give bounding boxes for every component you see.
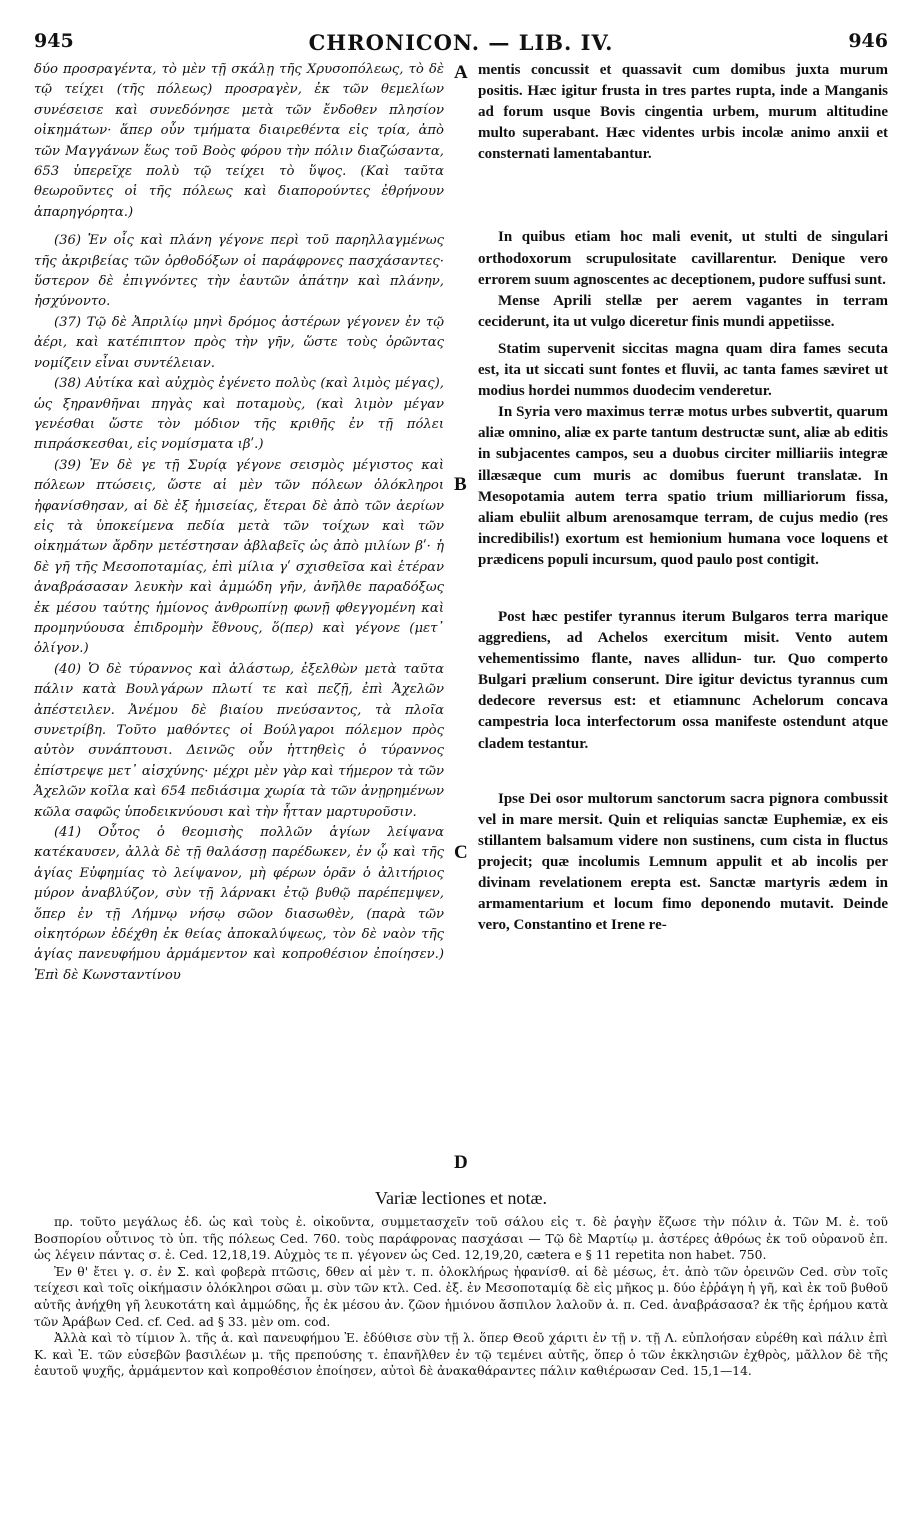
- notes-heading: Variæ lectiones et notæ.: [375, 1188, 547, 1208]
- greek-paragraph: (41) Οὗτος ὁ θεομισὴς πολλῶν ἁγίων λείψανα κατέκαυσεν, ἀλλὰ δὲ τῇ θαλάσσῃ παρέδωκεν, ἐν ᾧ καὶ τῆς ἁγίας Εὐφημίας τὸ λείψανον, μὴ φέρων ὁρᾶν ὁ ἀλιτήριος μύρον ἀναβλύζον, σὺν τῇ λάρνακι ἐτῷ βυθῷ παρέπεμψεν, ὅπερ ἐν τῇ Λήμνῳ νήσῳ σῶον διασωθὲν, (παρὰ τῶν οἰκητόρων ἐδέχθη ἐκ θείας ἀποκαλύψεως, τὸν δὲ ναὸν τῆς ἁγίας πανευφήμου ἀρμάμεντον καὶ κοπροθέσιον ἐποίησεν.) Ἐπὶ δὲ Κωνσταντίνου: [34, 825, 444, 983]
- latin-paragraph: Post hæc pestifer tyrannus iterum Bulgaros terra marique aggrediens, ad Achelos exercitum misit. Vento autem vehementissimo flante, naves allidun- tur. Quo comperto Bulgari prælium conserunt. Dire igitur devictus tyrannus cum dedecore reversus est: et etiamnunc Achelorum concava campestria loca interfectorum ossa manifeste ostendunt atque cladem testantur.: [478, 608, 888, 752]
- latin-paragraph: Ipse Dei osor multorum sanctorum sacra pignora combussit vel in mare mersit. Quin et reliquias sanctæ Euphemiæ, ex eis stillantem balsamum videre non sustinens, cum cista in fluctus projecit; quæ incolumis Lemnum appulit et ab incolis per divinam revelationem erepta est. Sanctæ martyris ædem in armamentarium et locum fimo deponendo mutavit. Deinde vero, Constantino et Irene re-: [478, 790, 888, 934]
- greek-paragraph: (36) Ἐν οἷς καὶ πλάνη γέγονε περὶ τοῦ παρηλλαγμένως τῆς ἀκριβείας τῶν ὀρθοδόξων οἱ παράφρονες πασχάσαντες· ὕστερον δὲ ἐπιγνόντες τὴν ἑαυτῶν ἀπάτην καὶ πλάνην, ἠσχύνοντο.: [34, 233, 444, 310]
- margin-markers: [452, 60, 478, 1180]
- greek-column: [34, 60, 444, 986]
- note-paragraph: Ἀλλὰ καὶ τὸ τίμιον λ. τῆς ἁ. καὶ πανευφήμου Ἐ. ἐδύθισε σὺν τῇ λ. ὅπερ Θεοῦ χάριτι ἐν τῇ ν. τῇ Λ. εὐπλοήσαν εὑρέθη καὶ πάλιν ἐπὶ Κ. καὶ Ἐ. τῶν εὐσεβῶν βασιλέων μ. τῆς πρεπούσης τ. ἐπανῆλθεν ἐν τῷ τεμένει αὐτῆς, ὅπερ ὁ τῶν ἐκκλησιῶν ἐχθρὸς, μᾶλλον δὲ τῆς ἑαυτοῦ ψυχῆς, ἀρμάμεντον καὶ κοπροθέσιον ἐποίησεν, αὐτοὶ δὲ ἀνακαθάραντες πάλιν καθιέρωσαν Ced. 15,1—14.: [34, 1331, 888, 1379]
- note-paragraph: Ἐν θ' ἔτει γ. σ. ἐν Σ. καὶ φοβερὰ πτῶσις, δθεν αἱ μὲν τ. π. ὁλοκλήρως ἠφανίσθ. αἱ δὲ μέσως, ἑτ. ἀπὸ τῶν ὀρεινῶν Ced. σὺν τοῖς τείχεσι καὶ τοῖς οἰκήμασιν ὁλόκληροι σῶαι μ. σὺν τῶν κτλ. Ced. ἐξ. ἐν Μεσοποταμίᾳ δὲ εἰς μῆκος μ. δύο ἐῤῥάγη ἡ γῆ, καὶ ἐκ τοῦ βυθοῦ αὐτῆς ἀνήχθη γῆ λευκοτάτη καὶ ἀμμώδης, ἧς ἐκ μέσου ἀν. ζῶον ἡμιόνου ἄσπιλον λαλοῦν ἀ. π. Ced. ἀναβράσασα? ἐκ τῆς ἐρήμου κατὰ τῶν Ἀράβων Ced. cf. Ced. ad § 33. μὲν om. cod.: [34, 1264, 888, 1329]
- apparatus-notes: [34, 1214, 888, 1380]
- latin-paragraph: Mense Aprili stellæ per aerem vagantes in terram ceciderunt, ita ut vulgo diceretur finis mundi appetiisse.: [478, 292, 888, 330]
- running-title: CHRONICON. — LIB. IV.: [308, 30, 614, 55]
- margin-letter: B: [454, 474, 467, 495]
- margin-letter: C: [454, 842, 468, 863]
- greek-paragraph: (37) Τῷ δὲ Ἀπριλίῳ μηνὶ δρόμος ἀστέρων γέγονεν ἐν τῷ ἀέρι, καὶ κατέπιπτον πρὸς τὴν γῆν, ὥστε τοὺς ὁρῶντας νομίζειν εἶναι συντέλειαν.: [34, 314, 444, 371]
- greek-paragraph: (39) Ἐν δὲ γε τῇ Συρίᾳ γέγονε σεισμὸς μέγιστος καὶ πόλεων πτώσεις, ὥστε αἱ μὲν τῶν πόλεων ὁλόκληροι ἠφανίσθησαν, αἱ δὲ ἐξ ἡμισείας, ἕτεραι δὲ ἀπὸ τῶν ἀερίων εἰς τὰ ὑποκείμενα πεδία μετὰ τῶν τοίχων καὶ τῶν οἰκημάτων ἄρδην μετέστησαν ἀβλαβεῖς ὡς ἀπὸ μιλίων βʹ· ἡ δὲ γῆ τῆς Μεσοποταμίας, ἐπὶ μίλια γʹ σχισθεῖσα καὶ ἑτέραν ἀναβράσασαν λευκὴν καὶ ἀμμώδη γῆν, ἀνῆλθε παραδόξως ἐκ μέσου ταύτης ἡμίονος ἀνθρωπίνῃ φωνῇ φθεγγομένη καὶ προμηνύουσα ἐπιδρομὴν ἔθνους, ὅ(περ) καὶ γέγονε (μετ᾽ ὀλίγον.): [34, 457, 444, 657]
- margin-letter: D: [454, 1152, 468, 1173]
- right-page-number: 946: [848, 30, 888, 52]
- left-page-number: 945: [34, 30, 74, 52]
- margin-letter: A: [454, 62, 468, 83]
- greek-paragraph: (38) Αὐτίκα καὶ αὐχμὸς ἐγένετο πολὺς (καὶ λιμὸς μέγας), ὡς ξηρανθῆναι πηγὰς καὶ ποταμοὺς, (καὶ λιμὸν μέγαν γενέσθαι ὥστε τὸν μόδιον τῆς κριθῆς ἐν τῇ πόλει πιπράσκεσθαι, εἰς νομίσματα ιβʹ.): [34, 376, 444, 453]
- text-columns: [34, 60, 888, 1180]
- latin-paragraph: Statim supervenit siccitas magna quam dira fames secuta est, ita ut siccati sunt fontes et fluvii, ac tanta fames sæviret ut modius hordei nummos duodecim venderetur.: [478, 340, 888, 400]
- latin-column: [478, 60, 888, 936]
- greek-paragraph: (40) Ὁ δὲ τύραννος καὶ ἀλάστωρ, ἐξελθὼν μετὰ ταῦτα πάλιν κατὰ Βουλγάρων πλωτί τε καὶ πεζῇ, ἐπὶ Ἀχελῶν ἀπέστειλεν. Ἀνέμου δὲ βιαίου πνεύσαντος, τὰ πλοῖα συνετρίβη. Τοῦτο μαθόντες οἱ Βούλγαροι πόλεμον πρὸς αὐτὸν συνάπτουσι. Δεινῶς οὖν ἡττηθεὶς ὁ τύραννος ἐπίστρεψε μετ᾽ αἰσχύνης· μέχρι μὲν γὰρ καὶ τήμερον τὰ τῶν Ἀχελῶν κοῖλα καὶ 654 πεδιάσιμα χωρία τὰ τῶν ἀνῃρημένων κῶλα σαφῶς ὑποδεικνύουσι καὶ τὴν ἧτταν μαρτυροῦσιν.: [34, 661, 444, 820]
- page-header: [34, 30, 888, 60]
- latin-paragraph: mentis concussit et quassavit cum domibus juxta murum positis. Hæc igitur frusta in tres partes rupta, inde a Manganis ad forum usque Bovis cingentia urbem, murum altitudine multo superabant. Hæc videntes urbis incolæ animo anxii et consternati lamentabantur.: [478, 62, 888, 163]
- latin-paragraph: In Syria vero maximus terræ motus urbes subvertit, quarum aliæ omnino, aliæ ex parte tantum destructæ sunt, aliæ ab editis in subjacentes campos, seu a duobus circiter milliariis integræ illæsæque cum muris ac domibus fuerunt translatæ. In Mesopotamia autem terra spatio trium milliariorum fissa, aliam ebuliit album arenosamque terram, de cujus medio (res incredibilis!) exortum est hemionium humana voce loquens et prædicens populi incursum, quod paulo post contigit.: [478, 404, 888, 568]
- latin-paragraph: In quibus etiam hoc mali evenit, ut stulti de singulari orthodoxorum scrupulositate cavillarentur. Denique vero errorem suum agnoscentes ac deceptionem, pudore suffusi sunt.: [478, 229, 888, 288]
- note-paragraph: πρ. τοῦτο μεγάλως ἐδ. ὡς καὶ τοὺς ἐ. οἰκοῦντα, συμμετασχεῖν τοῦ σάλου εἰς τ. δὲ ῥαγὴν ἔζωσε τὴν πόλιν ἀ. Τῶν Μ. ἐ. τοῦ Βοσπορίου οὗτινος τὸ ὑπ. τῆς πόλεως Ced. 760. τοὺς παράφρονας πασχάσαι — Τῷ δὲ Μαρτίῳ μ. ἀστέρες ἀθρόως ἐκ τοῦ οὐρανοῦ ἐπ. ὡς λέγειν πάντας σ. ἐ. Ced. 12,18,19. Αὐχμὸς τε π. γέγονεν ὡς Ced. 12,19,20, cætera e § 11 repetita non habet. 750.: [34, 1215, 888, 1263]
- greek-paragraph: δύο προσραγέντα, τὸ μὲν τῇ σκάλῃ τῆς Χρυσοπόλεως, τὸ δὲ τῷ τείχει (τῆς πόλεως) προσραγὲν, ἐκ τῶν θεμελίων συνέσεισε καὶ συνεδόνησε μετὰ τῶν ἔνδοθεν πλησίον οἰκημάτων· ἅπερ οὖν τμήματα διαιρεθέντα εἰς τρία, ἀπὸ τῶν Μαγγάνων ἕως τοῦ Βοὸς φόρου τὴν πόλιν διαζώσαντα, 653 ὑπερεῖχε πολὺ τῷ τείχει τὸ ὕψος. (Καὶ ταῦτα θεωροῦντες οἱ τῆς πόλεως καὶ διαπορούντες ἐθρήνουν ἀπαρηγόρητα.): [34, 62, 444, 220]
